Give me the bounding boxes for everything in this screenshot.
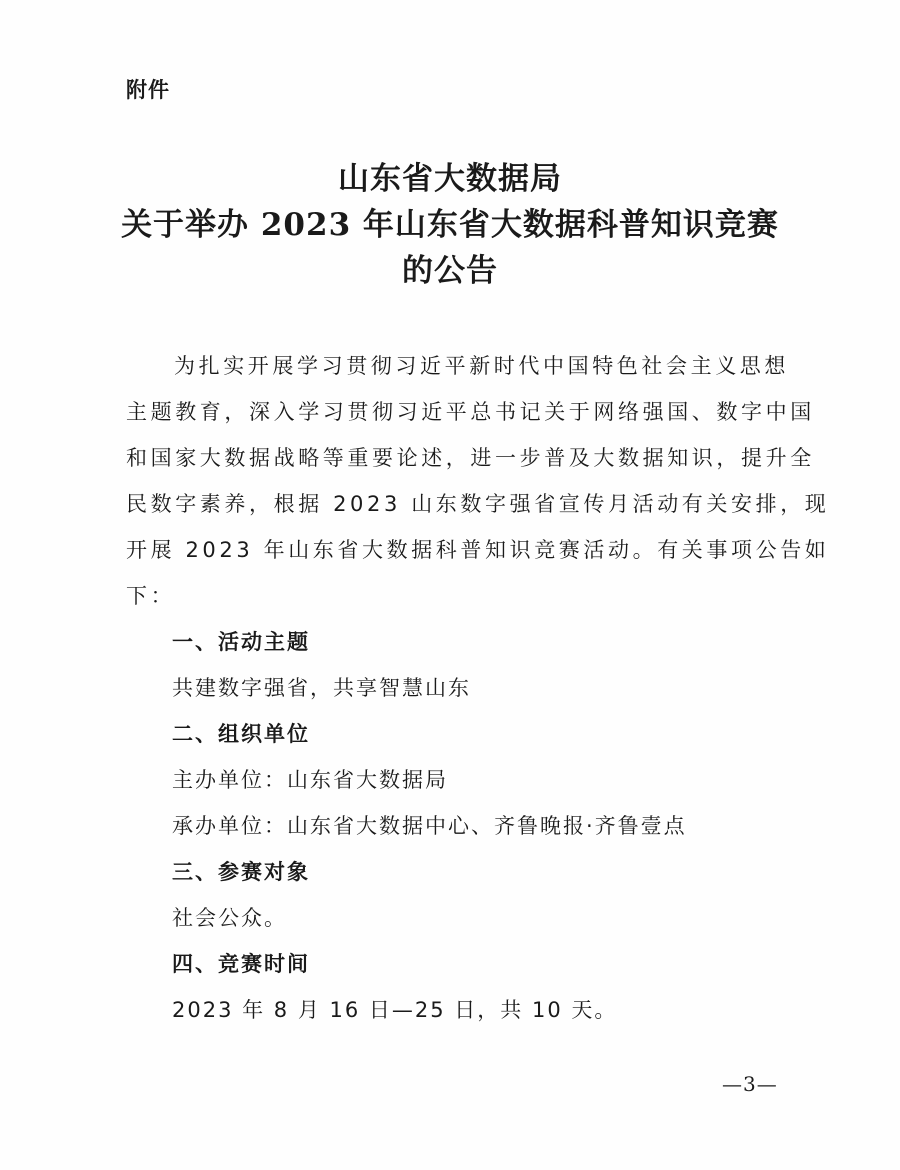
section-text: 2023 年 8 月 16 日—25 日，共 10 天。 — [172, 998, 618, 1022]
title-line-2: 关于举办 2023 年山东省大数据科普知识竞赛 — [121, 207, 779, 243]
title-line-1: 山东省大数据局 — [338, 161, 562, 197]
section-text: 共建数字强省，共享智慧山东 — [172, 676, 471, 700]
section-heading-participants: 三、参赛对象 — [172, 860, 310, 884]
intro-paragraph — [126, 343, 830, 619]
section-text: 承办单位：山东省大数据中心、齐鲁晚报·齐鲁壹点 — [172, 814, 687, 838]
section-heading-schedule: 四、竞赛时间 — [172, 952, 310, 976]
intro-line: 主题教育，深入学习贯彻习近平总书记关于网络强国、数字中国 — [126, 400, 815, 424]
sections-list — [172, 619, 687, 1033]
section-heading-theme: 一、活动主题 — [172, 630, 310, 654]
document-title — [0, 156, 900, 294]
page-number: —3— — [722, 1072, 778, 1096]
title-line-3: 的公告 — [402, 253, 498, 289]
intro-line: 和国家大数据战略等重要论述，进一步普及大数据知识，提升全 — [126, 446, 815, 470]
section-heading-organizers: 二、组织单位 — [172, 722, 310, 746]
intro-line: 下： — [126, 584, 176, 608]
intro-line: 民数字素养，根据 2023 山东数字强省宣传月活动有关安排，现 — [126, 492, 830, 516]
intro-line: 为扎实开展学习贯彻习近平新时代中国特色社会主义思想 — [174, 354, 789, 378]
section-text: 主办单位：山东省大数据局 — [172, 768, 448, 792]
section-text: 社会公众。 — [172, 906, 287, 930]
attachment-label: 附件 — [126, 78, 170, 102]
intro-line: 开展 2023 年山东省大数据科普知识竞赛活动。有关事项公告如 — [126, 538, 830, 562]
